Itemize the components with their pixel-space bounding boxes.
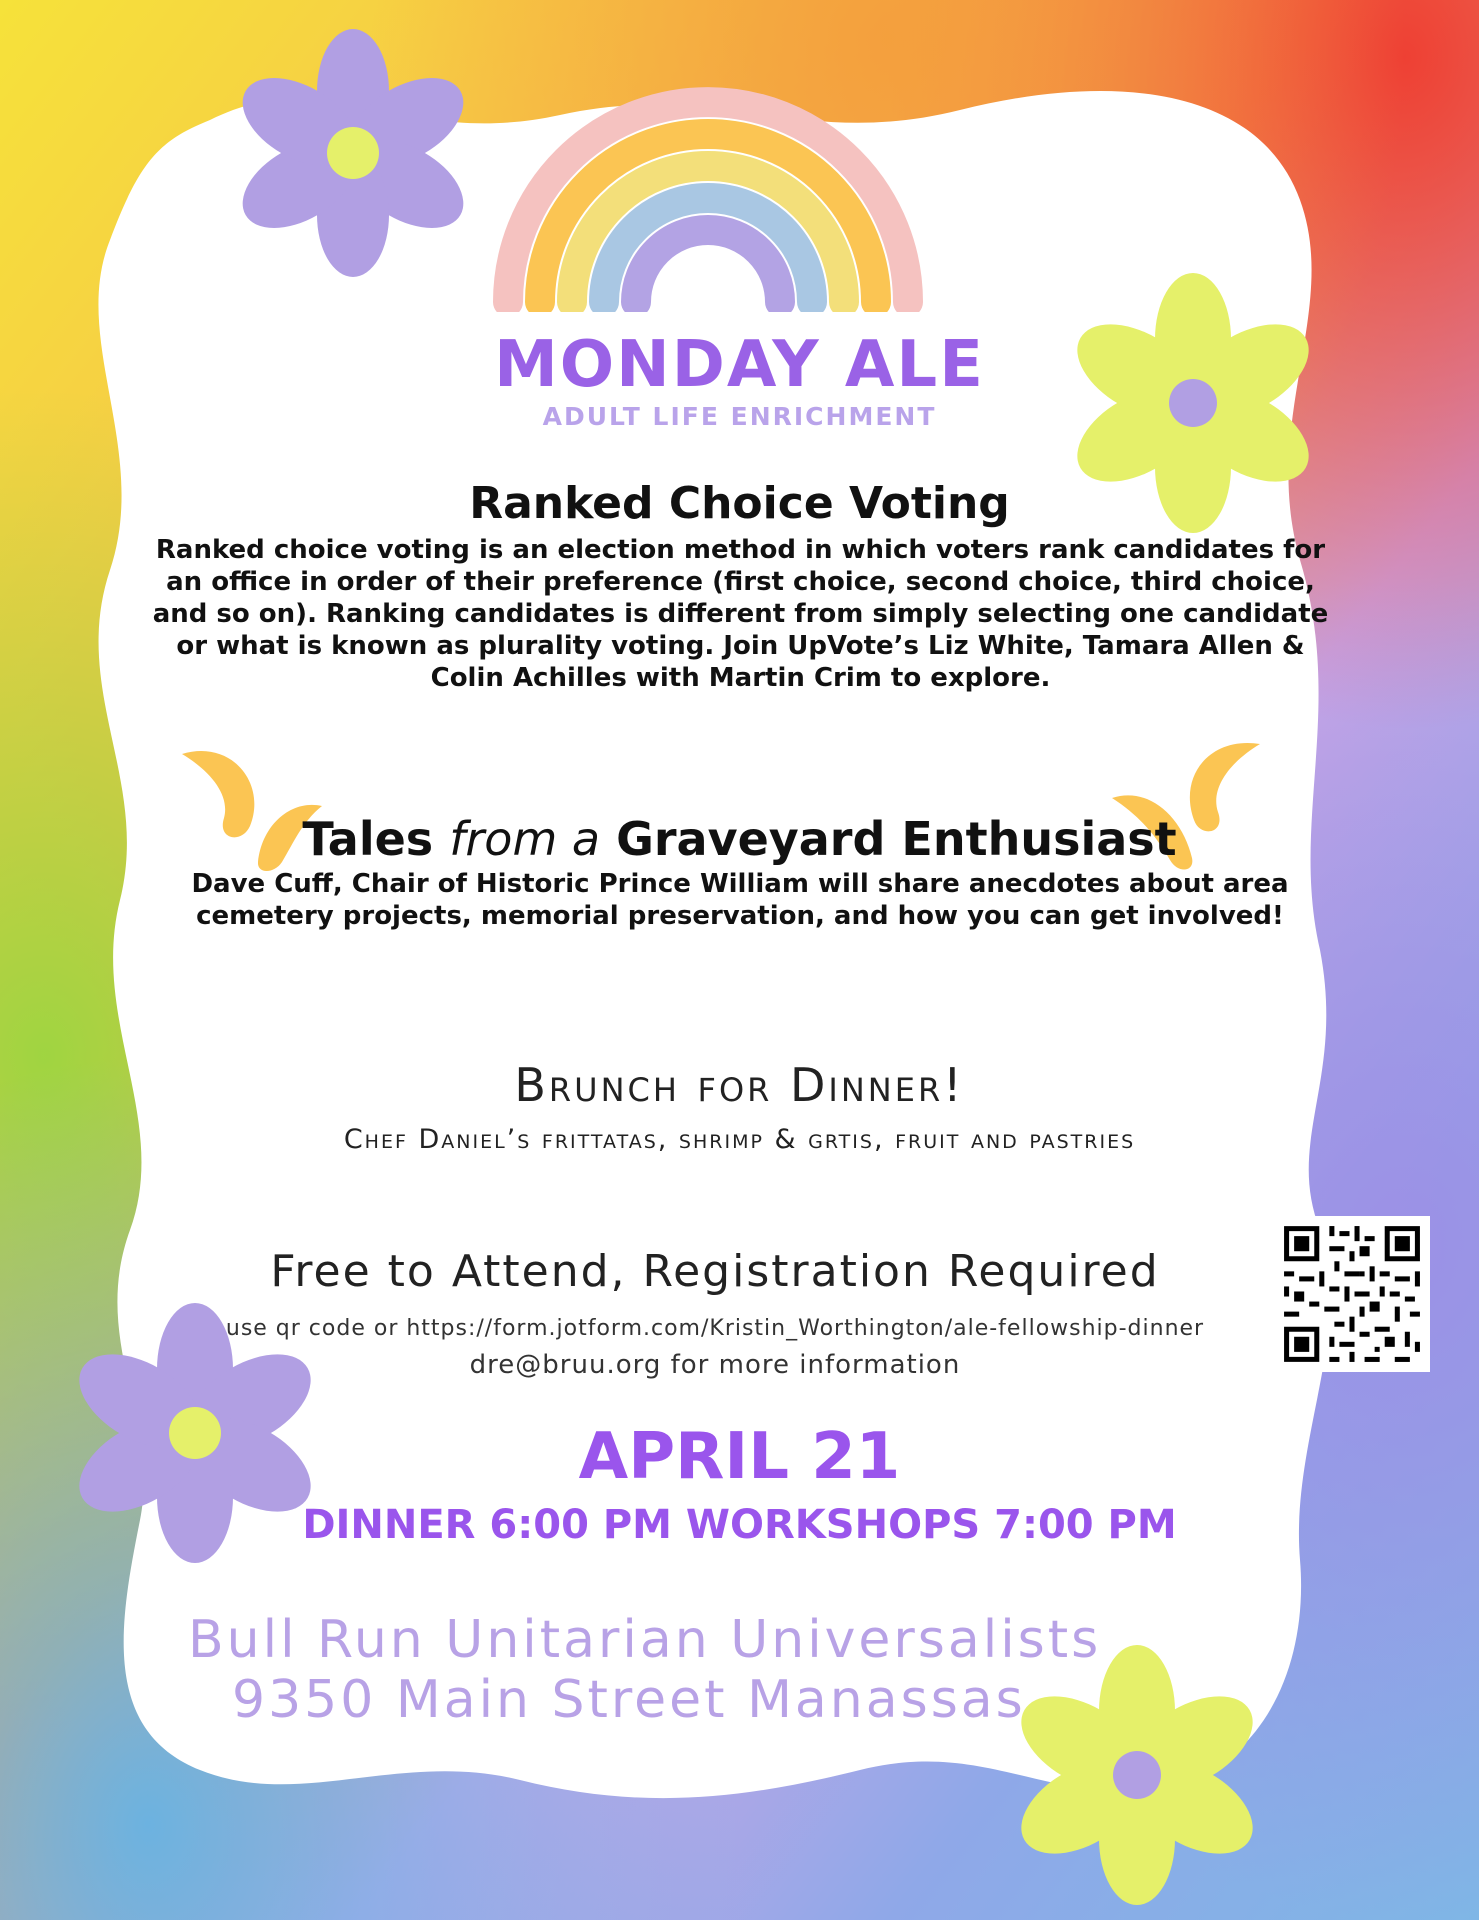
workshop1-title: Ranked Choice Voting (469, 478, 1010, 529)
description-line: Colin Achilles with Martin Crim to explore. (430, 663, 1051, 693)
description-line: an office in order of their preference (first choice, second choice, third choice, (166, 567, 1315, 597)
rainbow-icon (478, 62, 938, 312)
venue-name: Bull Run Unitarian Universalists (188, 1610, 1102, 1670)
workshop2-title (0, 812, 1479, 866)
dinner-title: Brunch for Dinner! (514, 1058, 965, 1112)
description-line: or what is known as plurality voting. Join UpVote’s Liz White, Tamara Allen & (176, 631, 1305, 661)
event-times: DINNER 6:00 PM WORKSHOPS 7:00 PM (302, 1502, 1177, 1548)
workshop2-title-part: Graveyard Enthusiast (616, 812, 1177, 866)
description-line: Dave Cuff, Chair of Historic Prince William will share anecdotes about area (191, 869, 1289, 899)
brand-title: MONDAY ALE (494, 328, 985, 402)
workshop2-title-part: Tales (302, 812, 434, 866)
description-line: Ranked choice voting is an election method in which voters rank candidates for (155, 535, 1326, 565)
workshop2-title-part: from a (449, 812, 601, 866)
event-date: APRIL 21 (578, 1420, 901, 1494)
venue-address: 9350 Main Street Manassas (232, 1670, 1026, 1730)
description-line: and so on). Ranking candidates is different from simply selecting one candidate (152, 599, 1329, 629)
description-line: cemetery projects, memorial preservation, and how you can get involved! (196, 901, 1284, 931)
registration-heading: Free to Attend, Registration Required (270, 1246, 1160, 1297)
dinner-menu: Chef Daniel’s frittatas, shrimp & grtis, fruit and pastries (343, 1124, 1136, 1155)
registration-link[interactable]: use qr code or https://form.jotform.com/Kristin_Worthington/ale-fellowship-dinner (225, 1316, 1205, 1341)
flower-icon (1012, 1640, 1262, 1910)
brand-subtitle: ADULT LIFE ENRICHMENT (542, 402, 937, 431)
workshop1-description (108, 534, 1373, 694)
flower-icon (228, 28, 478, 278)
workshop2-description (120, 868, 1360, 932)
contact-email[interactable]: dre@bruu.org for more information (469, 1350, 961, 1380)
